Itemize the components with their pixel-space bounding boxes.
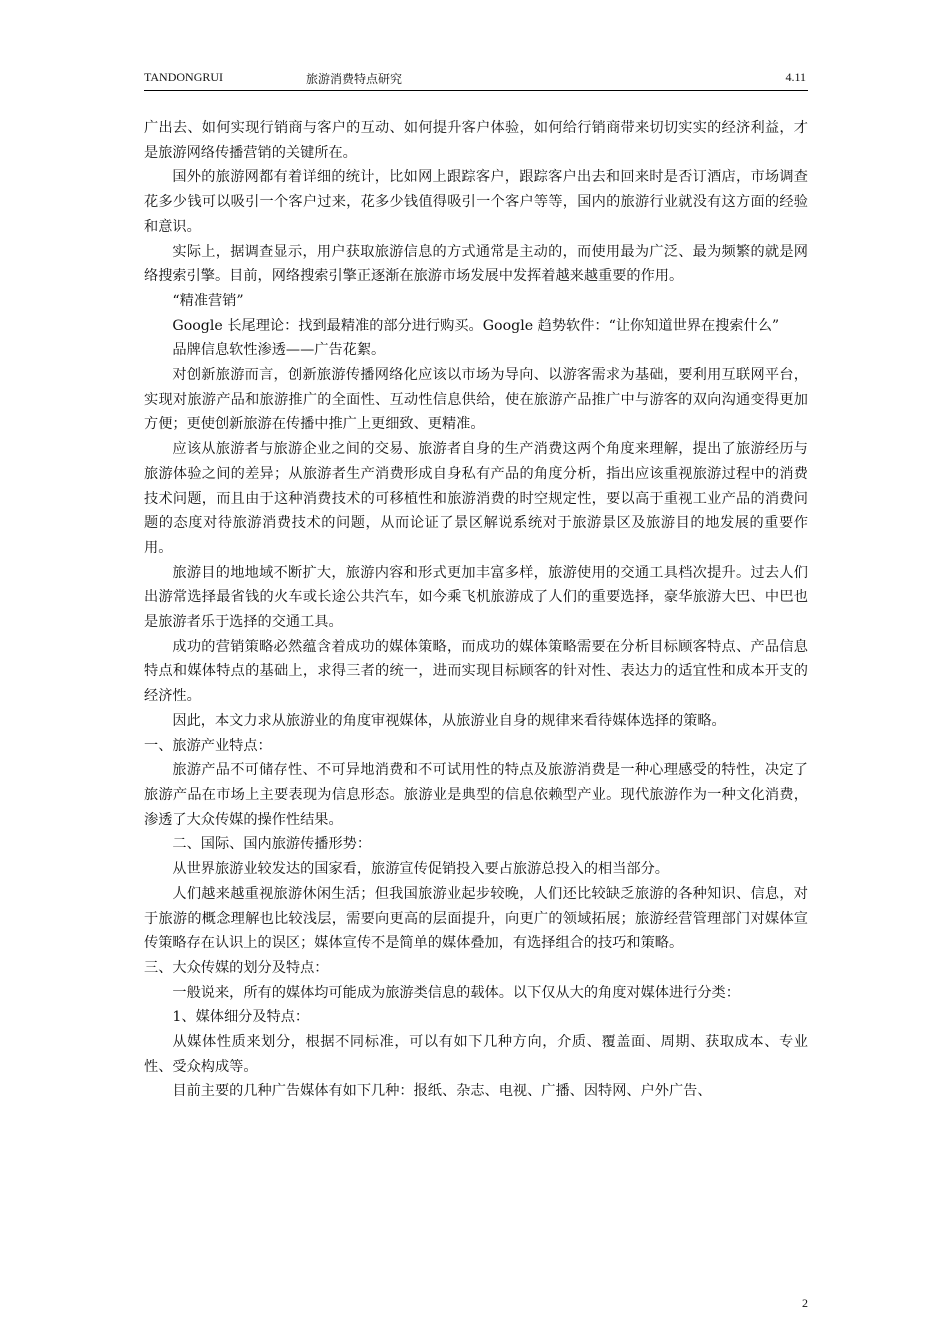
paragraph: 从世界旅游业较发达的国家看，旅游宣传促销投入要占旅游总投入的相当部分。 xyxy=(172,861,669,878)
paragraph: 实际上，据调查显示，用户获取旅游信息的方式通常是主动的，而使用最为广泛、最为频繁的就是网络搜索引擎。目前，网络搜索引擎正逐渐在旅游市场发展中发挥着越来越重要的作用。 xyxy=(144,243,808,285)
header-title: 旅游消费特点研究 xyxy=(306,72,403,86)
paragraph: 因此，本文力求从旅游业的角度审视媒体，从旅游业自身的规律来看待媒体选择的策略。 xyxy=(172,712,726,729)
subsection-heading: 1、媒体细分及特点： xyxy=(172,1009,310,1026)
paragraph: 对创新旅游而言，创新旅游传播网络化应该以市场为导向、以游客需求为基础，要利用互联网平台，实现对旅游产品和旅游推广的全面性、互动性信息供给，使在旅游产品推广中与游客的双向沟通变得更加方便；更使创新旅游在传播中推广上更细致、更精准。 xyxy=(144,367,808,433)
paragraph: 旅游目的地地域不断扩大，旅游内容和形式更加丰富多样，旅游使用的交通工具档次提升。过去人们出游常选择最省钱的火车或长途公共汽车，如今乘飞机旅游成了人们的重要选择，豪华旅游大巴、中巴也是旅游者乐于选择的交通工具。 xyxy=(144,564,808,631)
paragraph: 目前主要的几种广告媒体有如下几种：报纸、杂志、电视、广播、因特网、户外广告、 xyxy=(172,1083,712,1100)
paragraph: 成功的营销策略必然蕴含着成功的媒体策略，而成功的媒体策略需要在分析目标顾客特点、产品信息特点和媒体特点的基础上，求得三者的统一，进而实现目标顾客的针对性、表达力的适宜性和成本开支的经济性。 xyxy=(144,638,808,705)
header-date: 4.11 xyxy=(785,70,806,84)
paragraph: 品牌信息软性渗透——广告花絮。 xyxy=(172,342,386,359)
paragraph: “精准营销” xyxy=(172,292,244,309)
paragraph: 国外的旅游网都有着详细的统计，比如网上跟踪客户，跟踪客户出去和回来时是否订酒店，市场调查花多少钱可以吸引一个客户过来，花多少钱值得吸引一个客户等等，国内的旅游行业就没有这方面的经验和意识。 xyxy=(144,169,808,235)
page-header xyxy=(144,70,808,91)
paragraph: 人们越来越重视旅游休闲生活；但我国旅游业起步较晚，人们还比较缺乏旅游的各种知识、信息，对于旅游的概念理解也比较浅层，需要向更高的层面提升，向更广的领域拓展；旅游经营管理部门对媒体宣传策略存在认识上的误区；媒体宣传不是简单的媒体叠加，有选择组合的技巧和策略。 xyxy=(144,885,808,952)
section-heading-2: 二、国际、国内旅游传播形势： xyxy=(172,836,372,853)
section-heading-3: 三、大众传媒的划分及特点： xyxy=(144,959,329,976)
paragraph: Google 长尾理论：找到最精准的部分进行购买。Google 趋势软件：“让你知道世界在搜索什么” xyxy=(172,317,780,334)
header-author: TANDONGRUI xyxy=(144,70,224,84)
paragraph: 广出去、如何实现行销商与客户的互动、如何提升客户体验，如何给行销商带来切切实实的经济利益，才是旅游网络传播营销的关键所在。 xyxy=(144,120,808,161)
page-number: 2 xyxy=(802,1296,808,1310)
paragraph: 从媒体性质来划分，根据不同标准，可以有如下几种方向，介质、覆盖面、周期、获取成本、专业性、受众构成等。 xyxy=(144,1034,808,1075)
body-text xyxy=(144,116,808,1104)
paragraph: 应该从旅游者与旅游企业之间的交易、旅游者自身的生产消费这两个角度来理解，提出了旅游经历与旅游体验之间的差异；从旅游者生产消费形成自身私有产品的角度分析，指出应该重视旅游过程中的消费技术问题，而且由于这种消费技术的可移植性和旅游消费的时空规定性，要以高于重视工业产品的消费问题的态度对待旅游消费技术的问题，从而论证了景区解说系统对于旅游景区及旅游目的地发展的重要作用。 xyxy=(144,441,808,556)
section-heading-1: 一、旅游产业特点： xyxy=(144,737,272,754)
paragraph: 一般说来，所有的媒体均可能成为旅游类信息的载体。以下仅从大的角度对媒体进行分类： xyxy=(172,984,740,1001)
paragraph: 旅游产品不可储存性、不可异地消费和不可试用性的特点及旅游消费是一种心理感受的特性，决定了旅游产品在市场上主要表现为信息形态。旅游业是典型的信息依赖型产业。现代旅游作为一种文化消费，渗透了大众传媒的操作性结果。 xyxy=(144,762,808,828)
